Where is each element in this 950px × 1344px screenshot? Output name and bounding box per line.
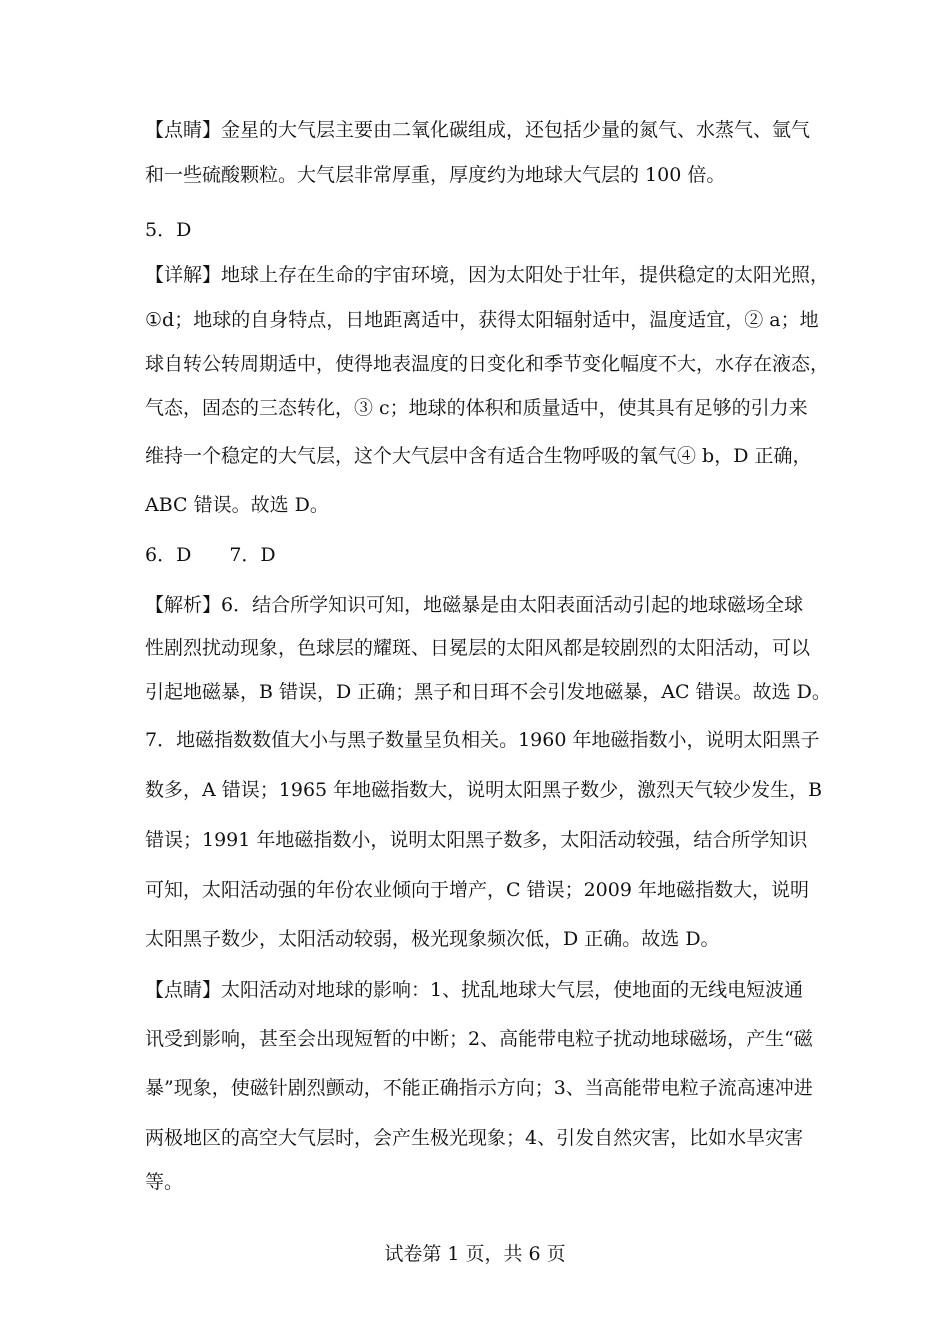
text-line: 太阳黑子数少，太阳活动较弱，极光现象频次低，D 正确。故选 D。	[145, 928, 720, 950]
text-line: 性剧烈扰动现象，色球层的耀斑、日冕层的太阳风都是较剧烈的太阳活动，可以	[145, 637, 811, 659]
text-line: 可知，太阳活动强的年份农业倾向于增产，C 错误；2009 年地磁指数大，说明	[145, 879, 809, 901]
text-line: 气态，固态的三态转化，③ c；地球的体积和质量适中，使其具有足够的引力来	[145, 397, 808, 419]
text-line: 引起地磁暴，B 错误，D 正确；黑子和日珥不会引发地磁暴，AC 错误。故选 D。	[145, 681, 831, 703]
text-line: ABC 错误。故选 D。	[145, 494, 329, 516]
text-line: 数多，A 错误；1965 年地磁指数大，说明太阳黑子数少，激烈天气较少发生，B	[145, 779, 823, 801]
text-line: 【详解】地球上存在生命的宇宙环境，因为太阳处于壮年，提供稳定的太阳光照，	[145, 264, 830, 286]
text-line: 暴”现象，使磁针剧烈颤动，不能正确指示方向；3、当高能带电粒子流高速冲进	[145, 1077, 813, 1099]
text-line: 球自转公转周期适中，使得地表温度的日变化和季节变化幅度不大，水存在液态，	[145, 353, 830, 375]
text-line: 和一些硫酸颗粒。大气层非常厚重，厚度约为地球大气层的 100 倍。	[145, 164, 726, 186]
answer-number-5: 5．D	[145, 219, 192, 241]
text-line: 【点睛】金星的大气层主要由二氧化碳组成，还包括少量的氮气、水蒸气、氩气	[145, 119, 811, 141]
answer-number-6-7: 6．D 7．D	[145, 544, 276, 566]
text-line: ①d；地球的自身特点，日地距离适中，获得太阳辐射适中，温度适宜，② a；地	[145, 309, 819, 331]
text-line: 等。	[145, 1171, 184, 1193]
text-line: 【点睛】太阳活动对地球的影响：1、扰乱地球大气层，使地面的无线电短波通	[145, 979, 804, 1001]
text-line: 两极地区的高空大气层时，会产生极光现象；4、引发自然灾害，比如水旱灾害	[145, 1127, 804, 1149]
page-footer: 试卷第 1 页，共 6 页	[384, 1243, 566, 1265]
text-line: 【解析】6．结合所学知识可知，地磁暴是由太阳表面活动引起的地球磁场全球	[145, 594, 804, 616]
text-line: 维持一个稳定的大气层，这个大气层中含有适合生物呼吸的氧气④ b，D 正确，	[145, 445, 812, 467]
text-line: 错误；1991 年地磁指数小，说明太阳黑子数多，太阳活动较强，结合所学知识	[145, 829, 808, 851]
text-line: 讯受到影响，甚至会出现短暂的中断；2、高能带电粒子扰动地球磁场，产生“磁	[145, 1028, 813, 1050]
text-line: 7．地磁指数数值大小与黑子数量呈负相关。1960 年地磁指数小，说明太阳黑子	[145, 729, 820, 751]
